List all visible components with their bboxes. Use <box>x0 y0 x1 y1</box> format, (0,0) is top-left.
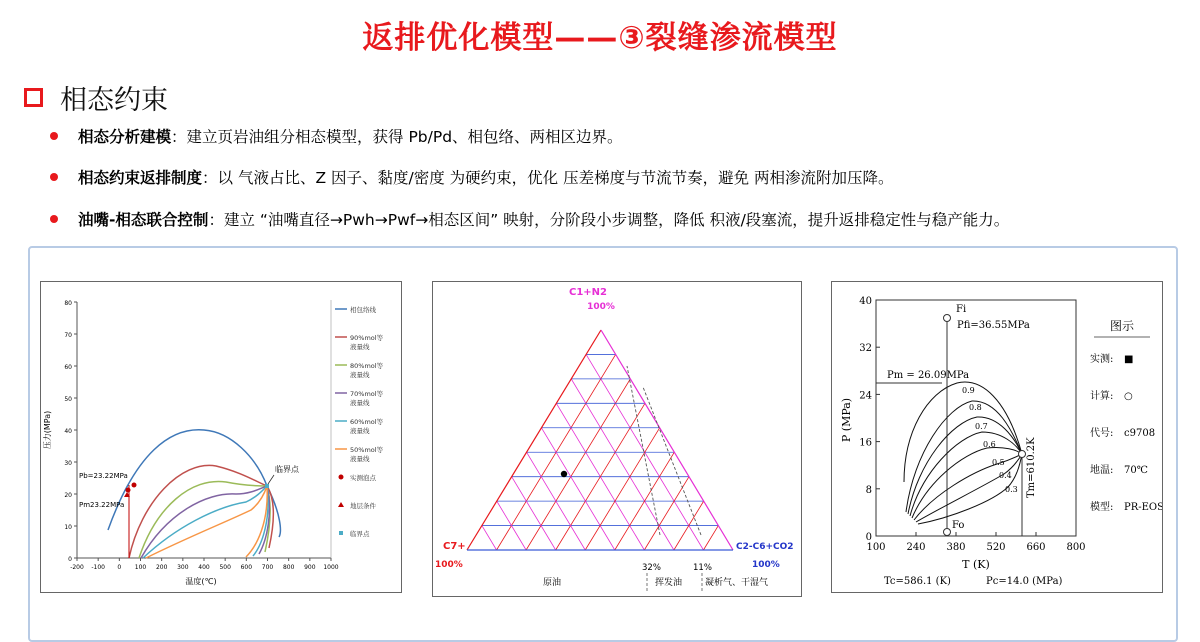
x-tick-label: 1000 <box>323 564 339 571</box>
top-vertex-label: C1+N2 <box>568 287 608 298</box>
curve-label-0.3: 0.3 <box>1005 485 1018 494</box>
x-axis-label: T (K) <box>962 558 990 571</box>
legend-value: ■ <box>1124 354 1134 365</box>
bullet-sep: ： <box>202 169 218 187</box>
critical-point-marker <box>1019 451 1026 458</box>
legend-label: 60%mol等 <box>350 418 384 426</box>
pct-11-label: 11% <box>693 563 712 573</box>
bullet-label: 相态约束返排制度 <box>78 169 203 187</box>
right-vertex-pct: 100% <box>752 560 780 570</box>
legend-value: PR-EOS <box>1124 502 1162 513</box>
x-tick-label: 100 <box>866 542 886 553</box>
x-tick-label: 900 <box>304 564 316 571</box>
legend-label: 液量线 <box>350 399 370 407</box>
iso-liquid-80-curve <box>139 481 270 558</box>
bullet-label: 油嘴-相态联合控制 <box>78 211 209 229</box>
volatile-oil-boundary <box>627 366 660 535</box>
fi-label: Fi <box>956 304 967 315</box>
tm-label: Tm=610.2K <box>1026 437 1037 498</box>
bullet-dot-icon <box>50 215 58 223</box>
legend-label: 液量线 <box>350 427 370 435</box>
legend-item <box>335 417 384 435</box>
y-axis-label: P (MPa) <box>840 397 853 443</box>
legend-item <box>338 501 377 510</box>
critical-point-label: 临界点 <box>275 465 299 474</box>
pct-32-label: 32% <box>642 563 661 573</box>
bullet-item <box>50 208 1009 230</box>
legend-swatch <box>339 531 343 535</box>
ternary-diagram <box>433 282 801 596</box>
x-tick-label: 400 <box>198 564 210 571</box>
curve-label-0.7: 0.7 <box>975 422 988 431</box>
region-gas-label: 凝析气、干湿气 <box>705 578 769 588</box>
legend-label: 50%mol等 <box>350 446 384 454</box>
square-bullet-icon <box>24 88 43 107</box>
legend-key: 模型: <box>1090 502 1114 513</box>
y-tick-label: 16 <box>859 437 872 449</box>
curve-label-0.4: 0.4 <box>999 471 1012 480</box>
bullet-label: 相态分析建模 <box>78 128 172 146</box>
x-tick-label: 300 <box>177 564 189 571</box>
ternary-figure <box>432 281 802 597</box>
y-tick-label: 24 <box>859 390 872 402</box>
iso-liquid-50-curve <box>146 486 267 558</box>
region-oil-label: 原油 <box>543 578 562 588</box>
bullet-item <box>50 166 894 188</box>
legend-title: 图示 <box>1109 319 1135 333</box>
x-axis-label: 温度(℃) <box>185 577 217 586</box>
bullet-text: 以 气液占比、Z 因子、黏度/密度 为硬约束，优化 压差梯度与节流节奏，避免 两相渗流附加压降。 <box>217 169 894 187</box>
legend-value: 70℃ <box>1124 465 1148 476</box>
y-tick-label: 80 <box>64 300 72 307</box>
curve-label-0.6: 0.6 <box>983 440 996 449</box>
fo-label: Fo <box>952 520 965 531</box>
x-tick-label: 500 <box>219 564 231 571</box>
legend-item <box>335 389 384 407</box>
x-tick-label: 600 <box>240 564 253 571</box>
y-tick-label: 0 <box>865 532 872 543</box>
y-tick-label: 32 <box>859 343 872 355</box>
iso-liquid-60-curve <box>143 486 268 558</box>
legend-label: 液量线 <box>350 343 370 351</box>
curve-label-0.9: 0.9 <box>962 386 975 395</box>
bullet-text: 建立页岩油组分相态模型，获得 Pb/Pd、相包络、两相区边界。 <box>186 128 623 146</box>
x-tick-label: 380 <box>946 542 966 553</box>
sample-point-marker <box>561 471 567 477</box>
critical-point-marker <box>265 484 269 488</box>
pm-label: Pm23.22MPa <box>79 501 125 509</box>
legend-label: 液量线 <box>350 455 370 463</box>
y-tick-label: 8 <box>865 484 872 496</box>
x-tick-label: 700 <box>261 564 274 571</box>
x-tick-label: 200 <box>155 564 168 571</box>
x-tick-label: 800 <box>1066 542 1086 553</box>
tc-label: Tc=586.1 (K) <box>884 576 951 587</box>
legend-key: 代号: <box>1090 428 1114 439</box>
legend-value: c9708 <box>1124 428 1156 439</box>
legend-item <box>335 333 384 351</box>
legend-item <box>1090 500 1162 513</box>
page-title: 返排优化模型——③裂缝渗流模型 <box>362 20 838 56</box>
x-tick-label: 660 <box>1026 542 1046 553</box>
bullet-item <box>50 125 623 147</box>
legend-label: 液量线 <box>350 371 370 379</box>
legend-label: 地层条件 <box>350 502 376 510</box>
pb-label: Pb=23.22MPa <box>79 472 128 480</box>
legend-item <box>1090 426 1155 439</box>
phase-envelope-figure <box>40 281 402 593</box>
pt-diagram-chart <box>832 282 1162 592</box>
curve-label-0.5: 0.5 <box>992 458 1005 467</box>
legend-item <box>1090 463 1148 476</box>
left-vertex-pct: 100% <box>435 560 463 570</box>
pfi-label: Pfi=36.55MPa <box>957 320 1030 331</box>
phase-envelope-chart <box>41 282 401 592</box>
measured-bubble-point-marker <box>126 488 131 493</box>
y-tick-label: 40 <box>64 428 72 435</box>
iso-liquid-70-curve <box>141 486 269 558</box>
x-tick-label: -100 <box>91 564 105 571</box>
legend-value: ○ <box>1124 391 1133 402</box>
y-tick-label: 70 <box>64 332 72 339</box>
y-tick-label: 30 <box>64 460 72 467</box>
fi-point-marker <box>944 315 951 322</box>
top-vertex-pct: 100% <box>587 302 615 312</box>
bullet-sep: ： <box>208 211 224 229</box>
legend-label: 80%mol等 <box>350 362 384 370</box>
pc-label: Pc=14.0 (MPa) <box>986 576 1063 587</box>
legend-item <box>1090 352 1133 365</box>
x-tick-label: 0 <box>117 564 122 571</box>
section-heading <box>24 80 168 114</box>
legend-key: 计算: <box>1090 391 1114 402</box>
legend-swatch <box>338 502 344 507</box>
bullet-dot-icon <box>50 173 58 181</box>
right-vertex-label: C2-C6+CO2 <box>736 542 794 552</box>
bullet-text: 建立 “油嘴直径→Pwh→Pwf→相态区间” 映射，分阶段小步调整，降低 积液/段塞流，提升返排稳定性与稳产能力。 <box>223 211 1010 229</box>
legend-key: 实测: <box>1090 354 1114 365</box>
section-title: 相态约束 <box>60 84 168 116</box>
x-tick-label: 800 <box>282 564 295 571</box>
legend-item <box>339 529 370 538</box>
legend-item <box>339 473 377 482</box>
legend-label: 70%mol等 <box>350 390 384 398</box>
pt-diagram-figure <box>831 281 1163 593</box>
fo-point-marker <box>944 529 951 536</box>
legend-key: 地温: <box>1090 465 1114 476</box>
legend-item <box>335 361 384 379</box>
legend-swatch <box>339 475 344 480</box>
legend-item <box>335 305 377 314</box>
x-tick-label: -200 <box>70 564 84 571</box>
pm-label: Pm = 26.09MPa <box>887 370 970 381</box>
y-tick-label: 50 <box>64 396 72 403</box>
region-volatile-label: 挥发油 <box>655 578 683 588</box>
y-tick-label: 40 <box>859 296 872 307</box>
y-axis-label: 压力(MPa) <box>43 410 52 450</box>
y-tick-label: 10 <box>64 524 72 531</box>
bullet-dot-icon <box>50 132 58 140</box>
legend-label: 相包络线 <box>350 306 376 314</box>
x-tick-label: 100 <box>134 564 147 571</box>
phase-boundary-curve <box>904 382 1022 482</box>
figure-panel <box>28 246 1178 642</box>
left-vertex-label: C7+ <box>443 541 466 552</box>
y-tick-label: 0 <box>68 556 72 563</box>
y-tick-label: 60 <box>64 364 72 371</box>
y-tick-label: 20 <box>64 492 72 499</box>
bullet-sep: ： <box>171 128 187 146</box>
legend-item <box>335 445 384 463</box>
legend-label: 实测泡点 <box>350 474 376 482</box>
legend-item <box>1090 389 1133 402</box>
x-tick-label: 520 <box>986 542 1006 553</box>
measured-bubble-point-marker <box>132 483 137 488</box>
curve-label-0.8: 0.8 <box>969 403 982 412</box>
x-tick-label: 240 <box>906 542 926 553</box>
legend-label: 90%mol等 <box>350 334 384 342</box>
legend-label: 临界点 <box>350 530 370 538</box>
